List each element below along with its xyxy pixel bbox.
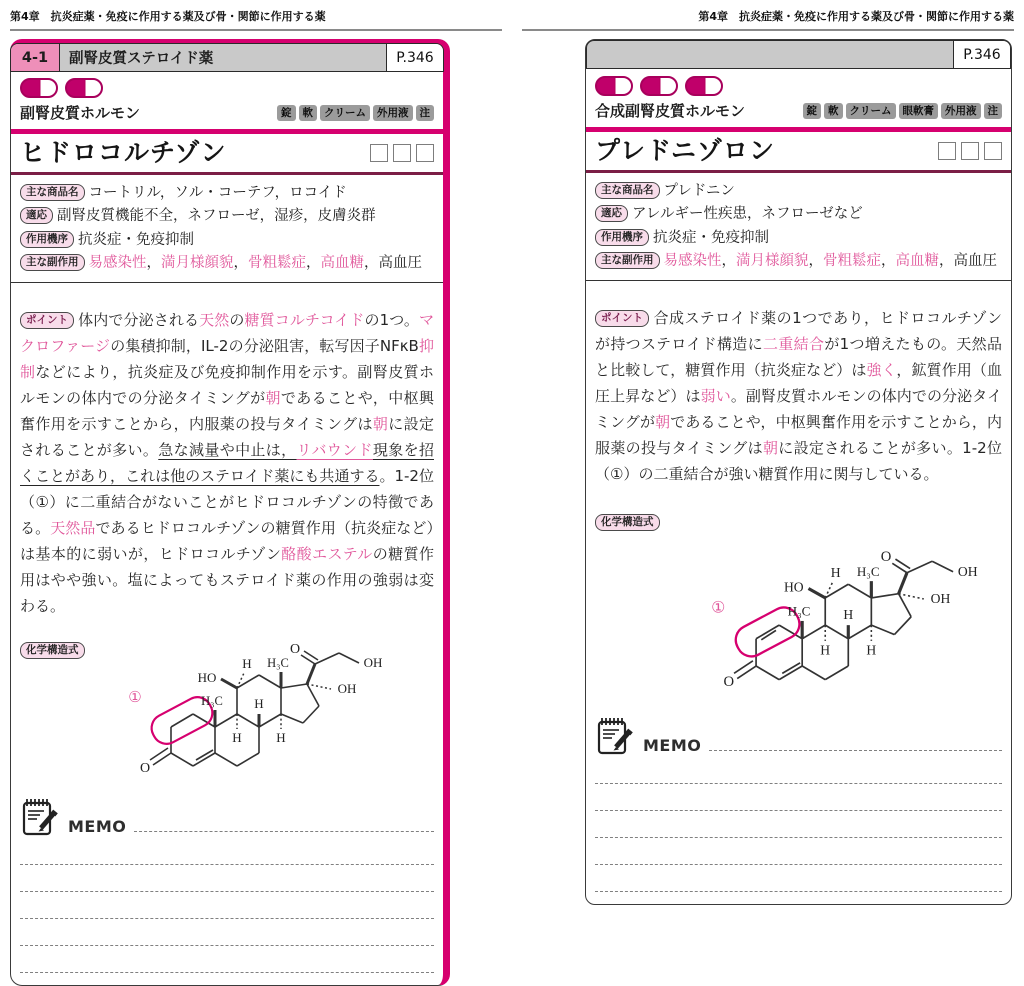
check-boxes	[938, 142, 1002, 160]
memorize-checkbox[interactable]	[938, 142, 956, 160]
section-title-bar	[586, 40, 1011, 69]
mechanism-row	[595, 227, 1002, 251]
atom-label-o20: O	[289, 641, 301, 657]
memo-write-line	[595, 865, 1002, 892]
point-paragraph	[586, 296, 1011, 491]
highlight-marker-1: ①	[711, 597, 726, 617]
atom-label-h8: H	[843, 606, 854, 622]
atom-label-o3: O	[723, 673, 735, 690]
check-boxes	[370, 144, 434, 162]
brand-row	[595, 180, 1002, 204]
atom-label-h8: H	[254, 695, 264, 711]
brand-label: 主な商品名	[20, 184, 85, 201]
memo-header	[595, 715, 1002, 757]
form-tag: 注	[416, 105, 435, 121]
memo-write-line	[20, 838, 434, 865]
capsule-icon	[595, 76, 633, 96]
section-separator	[11, 282, 443, 283]
memo-section	[595, 715, 1002, 904]
memo-notepad-icon	[20, 796, 60, 838]
atom-label-ho11: HO	[783, 579, 804, 595]
memo-write-line	[20, 892, 434, 919]
form-tag: 錠	[277, 105, 296, 121]
drug-info	[11, 175, 443, 282]
page-reference: P.346	[386, 44, 443, 71]
memo-write-line	[20, 865, 434, 892]
side-effect-row	[595, 250, 1002, 274]
memo-write-line	[20, 946, 434, 973]
indications: アレルギー性疾患，ネフローゼなど	[632, 206, 863, 222]
page-left	[0, 0, 512, 888]
memo-write-line	[595, 757, 1002, 784]
side-effects: 易感染性，満月様顔貌，骨粗鬆症，高血糖，高血圧	[663, 253, 997, 269]
atom-label-h9: H	[232, 729, 242, 745]
structure-section	[586, 506, 1011, 705]
drug-class: 副腎皮質ホルモン	[20, 104, 141, 122]
drug-info	[586, 173, 1011, 280]
indication-row	[595, 203, 1002, 227]
strength-capsules	[586, 69, 1011, 98]
mechanism: 抗炎症・免疫抑制	[78, 231, 194, 248]
drug-name-row	[586, 132, 1011, 173]
atom-label-h14: H	[276, 729, 286, 745]
memo-notepad-icon	[595, 715, 635, 757]
mechanism-label: 作用機序	[595, 229, 649, 246]
form-tag: 注	[984, 103, 1003, 119]
atom-label-ho11: HO	[197, 669, 217, 685]
section-title: 副腎皮質ステロイド薬	[69, 51, 214, 67]
structure-section	[11, 638, 443, 788]
drug-card-hydrocortisone	[10, 39, 450, 986]
indication-label: 適応	[20, 207, 53, 224]
header-rule	[522, 29, 1014, 31]
atom-label-h14: H	[866, 641, 877, 657]
atom-label-h3c18: H₃C	[856, 563, 880, 579]
atom-label-h3c19: H₃C	[787, 603, 811, 619]
drug-name-row	[11, 134, 443, 175]
side-effects: 易感染性，満月様顔貌，骨粗鬆症，高血糖，高血圧	[88, 255, 422, 271]
brand-label: 主な商品名	[595, 182, 660, 199]
chapter-header: 第4章 抗炎症薬・免疫に作用する薬及び骨・関節に作用する薬	[698, 10, 1014, 23]
brand-row	[20, 182, 434, 206]
memo-write-line	[595, 784, 1002, 811]
mechanism-label: 作用機序	[20, 231, 74, 248]
structure-label: 化学構造式	[595, 514, 660, 531]
atom-label-h3c19: H₃C	[201, 693, 223, 708]
form-tag: 外用液	[941, 103, 981, 119]
atom-label-oh21: OH	[957, 563, 978, 579]
form-tag: 錠	[803, 103, 822, 119]
form-tag: クリーム	[320, 105, 370, 121]
chemical-structure-hydrocortisone	[107, 638, 399, 784]
memorize-checkbox[interactable]	[393, 144, 411, 162]
drug-class-row	[586, 98, 1011, 127]
memorize-checkbox[interactable]	[984, 142, 1002, 160]
drug-class-row	[11, 100, 443, 129]
structure-label: 化学構造式	[20, 642, 85, 659]
section-number: 4-1	[11, 44, 60, 71]
memo-write-line	[709, 750, 1002, 751]
section-separator	[586, 280, 1011, 281]
indications: 副腎皮質機能不全，ネフローゼ，湿疹，皮膚炎群	[57, 208, 376, 224]
point-text: 合成ステロイド薬の1つであり，ヒドロコルチゾンが持つステロイド構造に二重結合が1つ増えたもの。天然品と比較して，糖質作用（抗炎症など）は強く，鉱質作用（血圧上昇など）は弱い。副腎皮質ホルモンの体内での分泌タイミングが朝であることや，中枢興奮作用を示すことから，内服薬の投与タイミングは朝に設定されることが多い。1-2位（①）の二重結合が強い糖質作用に関与している。	[595, 308, 1003, 483]
memo-write-line	[20, 919, 434, 946]
form-tag: 軟	[299, 105, 318, 121]
drug-class: 合成副腎皮質ホルモン	[595, 102, 746, 120]
memo-write-line	[134, 831, 434, 832]
capsule-icon	[640, 76, 678, 96]
memo-label: MEMO	[643, 735, 702, 755]
chemical-structure-prednisolone	[689, 539, 995, 705]
section-title	[587, 41, 953, 68]
memorize-checkbox[interactable]	[961, 142, 979, 160]
dosage-form-tags	[277, 105, 434, 121]
atom-label-h9: H	[820, 641, 831, 657]
capsule-icon	[685, 76, 723, 96]
memo-section	[20, 796, 434, 985]
side-effect-row	[20, 252, 434, 276]
drug-card-prednisolone	[585, 39, 1012, 905]
side-effect-label: 主な副作用	[595, 252, 660, 269]
memorize-checkbox[interactable]	[416, 144, 434, 162]
drug-name: ヒドロコルチゾン	[20, 137, 227, 167]
memo-header	[20, 796, 434, 838]
atom-label-h11: H	[830, 564, 841, 580]
atom-label-h11: H	[242, 655, 252, 671]
point-label: ポイント	[20, 312, 74, 329]
atom-label-oh17: OH	[337, 680, 357, 696]
form-tag: クリーム	[846, 103, 896, 119]
memo-write-line	[595, 811, 1002, 838]
section-title-bar	[10, 43, 444, 72]
atom-label-o20: O	[880, 548, 892, 565]
page-right	[512, 0, 1024, 888]
page-reference: P.346	[953, 41, 1010, 68]
chapter-header: 第4章 抗炎症薬・免疫に作用する薬及び骨・関節に作用する薬	[10, 10, 326, 23]
highlight-marker-1: ①	[128, 687, 142, 706]
header-rule	[10, 29, 502, 31]
indication-row	[20, 205, 434, 229]
indication-label: 適応	[595, 205, 628, 222]
brand-names: プレドニン	[663, 182, 735, 199]
drug-name: プレドニゾロン	[595, 135, 776, 165]
strength-capsules	[11, 71, 443, 100]
memo-label: MEMO	[68, 816, 127, 836]
capsule-icon	[65, 78, 103, 98]
form-tag: 軟	[824, 103, 843, 119]
point-text: 体内で分泌される天然の糖質コルチコイドの1つ。マクロファージの集積抑制，IL-2の分泌阻害，転写因子NFκB抑制などにより，抗炎症及び免疫抑制作用を示す。副腎皮質ホルモンの体内での分泌タイミングが朝であることや，中枢興奮作用を示すことから，内服薬の投与タイミングは朝に設定されることが多い。急な減量や中止は，リバウンド現象を招くことがあり，これは他のステロイド薬にも共通する。1-2位（①）に二重結合がないことがヒドロコルチゾンの特徴である。天然品であるヒドロコルチゾンの糖質作用（抗炎症など）は基本的に弱いが，ヒドロコルチゾン酪酸エステルの糖質作用はやや強い。塩によってもステロイド薬の作用の強弱は変わる。	[20, 310, 434, 615]
dosage-form-tags	[803, 103, 1003, 119]
form-tag: 眼軟膏	[899, 103, 939, 119]
capsule-icon	[20, 78, 58, 98]
form-tag: 外用液	[373, 105, 413, 121]
mechanism-row	[20, 229, 434, 253]
brand-names: コートリル，ソル・コーテフ，ロコイド	[88, 184, 347, 201]
atom-label-h3c18: H₃C	[267, 655, 289, 670]
atom-label-oh17: OH	[930, 590, 951, 606]
memo-write-line	[595, 838, 1002, 865]
memorize-checkbox[interactable]	[370, 144, 388, 162]
mechanism: 抗炎症・免疫抑制	[653, 229, 769, 246]
point-label: ポイント	[595, 310, 649, 327]
point-paragraph	[11, 298, 443, 623]
atom-label-oh21: OH	[363, 654, 383, 670]
atom-label-o3: O	[139, 760, 151, 776]
side-effect-label: 主な副作用	[20, 254, 85, 271]
